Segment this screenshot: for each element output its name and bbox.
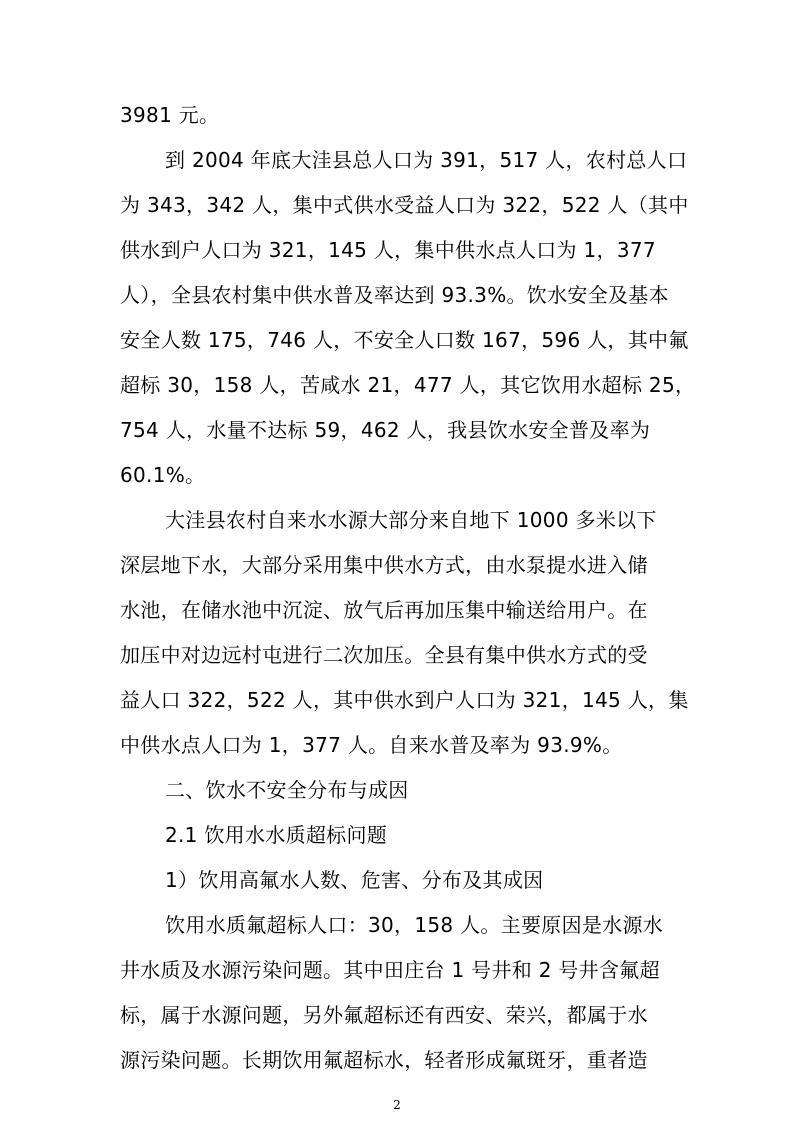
text-line: 源污染问题。长期饮用氟超标水，轻者形成氟斑牙，重者造 bbox=[120, 1048, 648, 1072]
paragraph-start-line: 大洼县农村自来水水源大部分来自地下 1000 多米以下 bbox=[165, 508, 657, 532]
paragraph-start-line: 到 2004 年底大洼县总人口为 391，517 人，农村总人口 bbox=[165, 148, 688, 172]
text-line: 60.1%。 bbox=[120, 463, 206, 487]
text-line: 供水到户人口为 321，145 人，集中供水点人口为 1，377 bbox=[120, 238, 656, 262]
text-line: 深层地下水，大部分采用集中供水方式，由水泵提水进入储 bbox=[120, 553, 648, 577]
item-heading: 1）饮用高氟水人数、危害、分布及其成因 bbox=[165, 868, 544, 892]
text-line: 水池，在储水池中沉淀、放气后再加压集中输送给用户。在 bbox=[120, 598, 648, 622]
text-line: 井水质及水源污染问题。其中田庄台 1 号井和 2 号井含氟超 bbox=[120, 958, 660, 982]
text-line: 中供水点人口为 1，377 人。自来水普及率为 93.9%。 bbox=[120, 733, 623, 757]
paragraph-start-line: 饮用水质氟超标人口：30，158 人。主要原因是水源水 bbox=[165, 913, 664, 937]
text-line: 超标 30，158 人，苦咸水 21，477 人，其它饮用水超标 25， bbox=[120, 373, 696, 397]
subsection-heading: 2.1 饮用水水质超标问题 bbox=[165, 823, 388, 847]
text-line: 安全人数 175，746 人，不安全人口数 167，596 人，其中氟 bbox=[120, 328, 689, 352]
text-line: 标，属于水源问题，另外氟超标还有西安、荣兴，都属于水 bbox=[120, 1003, 648, 1027]
text-line: 为 343，342 人，集中式供水受益人口为 322，522 人（其中 bbox=[120, 193, 689, 217]
text-line: 加压中对边远村屯进行二次加压。全县有集中供水方式的受 bbox=[120, 643, 648, 667]
text-line: 益人口 322，522 人，其中供水到户人口为 321，145 人，集 bbox=[120, 688, 689, 712]
text-line: 人），全县农村集中供水普及率达到 93.3%。饮水安全及基本 bbox=[120, 283, 669, 307]
text-line: 3981 元。 bbox=[120, 103, 220, 127]
page-number: 2 bbox=[393, 1098, 401, 1112]
text-line: 754 人，水量不达标 59，462 人，我县饮水安全普及率为 bbox=[120, 418, 651, 442]
section-heading: 二、饮水不安全分布与成因 bbox=[165, 778, 409, 802]
